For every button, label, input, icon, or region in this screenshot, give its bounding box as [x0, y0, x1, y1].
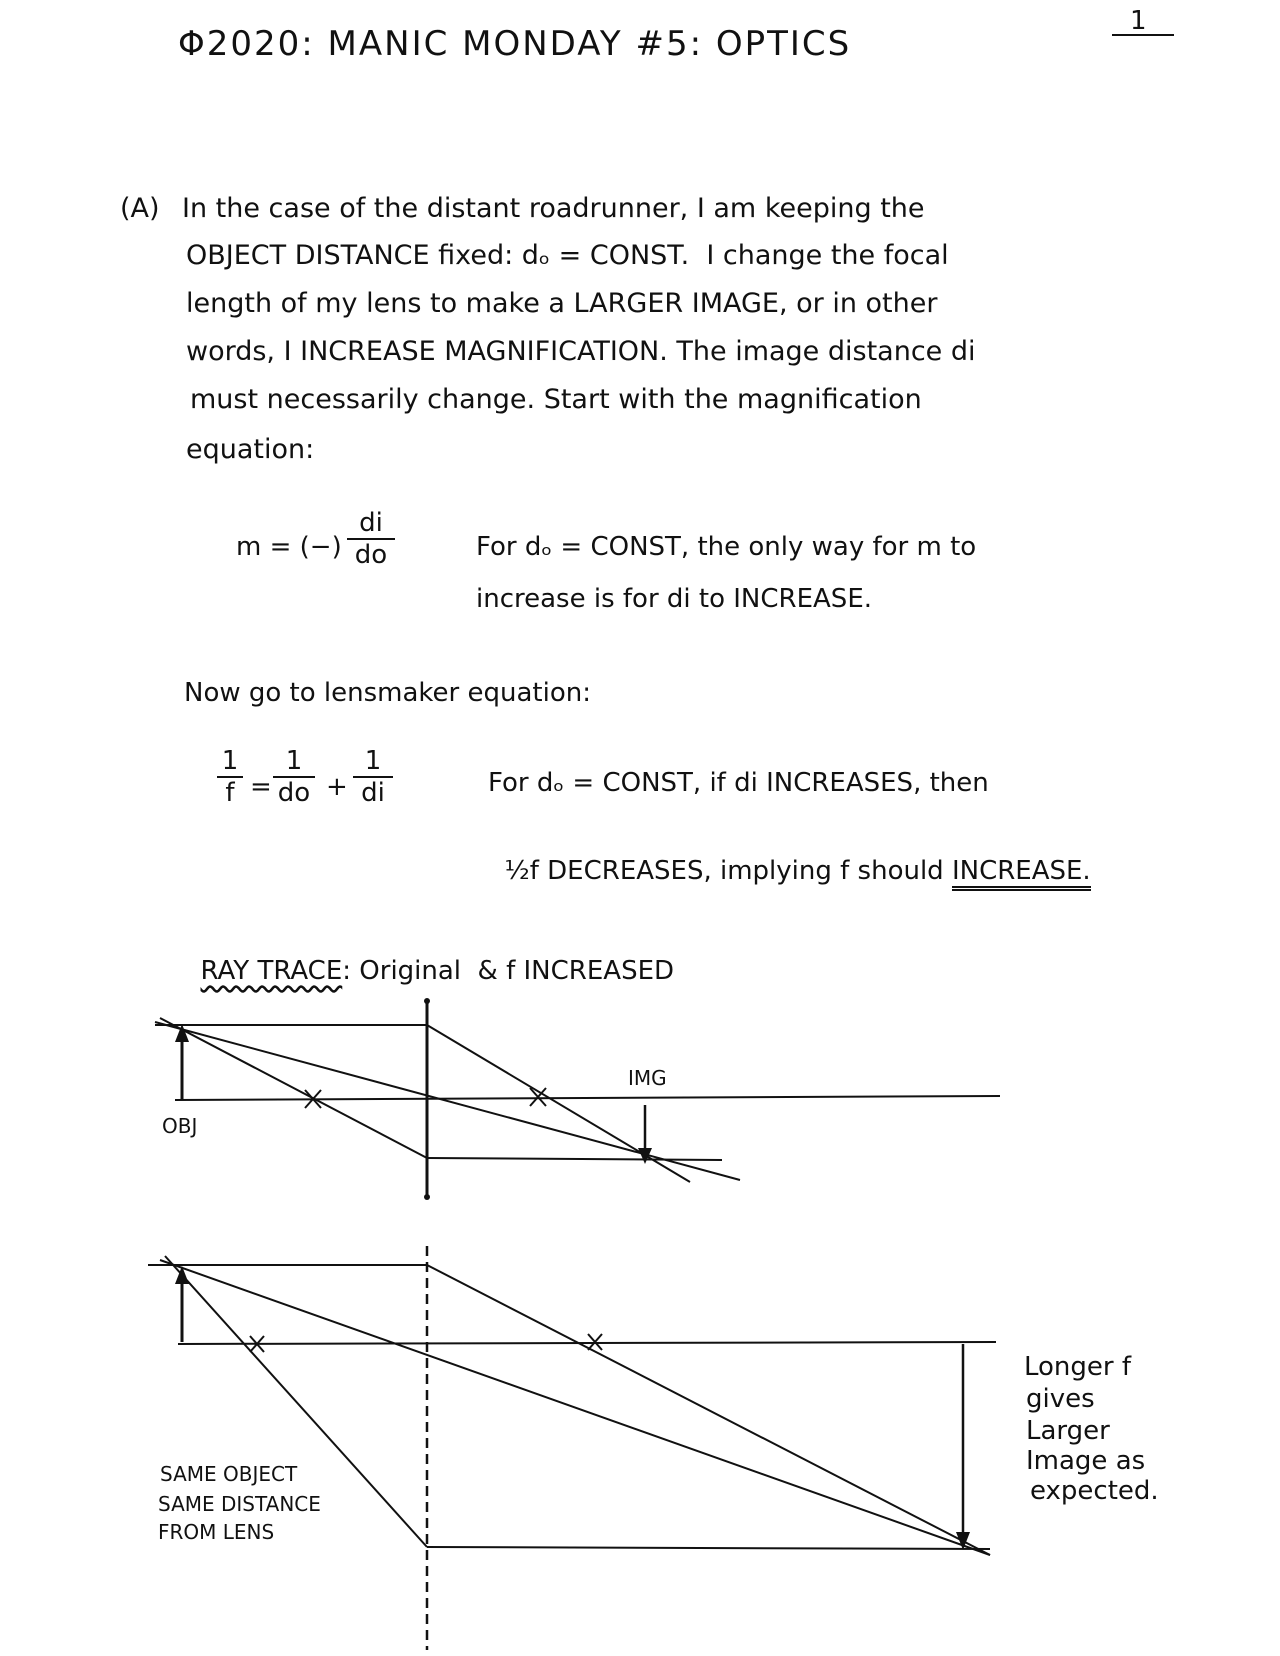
note-line: SAME OBJECT — [160, 1462, 298, 1486]
lensmaker-note-prefix: ½f DECREASES, implying f should — [504, 856, 952, 886]
chief-ray — [155, 1022, 740, 1180]
paragraph-line: must necessarily change. Start with the magnification — [190, 384, 922, 415]
fraction-numerator: 1 — [285, 746, 303, 776]
note-line: gives — [1026, 1384, 1095, 1414]
lensmaker-note-line1: For dₒ = CONST, if di INCREASES, then — [488, 768, 989, 798]
magnification-note-line2: increase is for di to INCREASE. — [476, 584, 873, 614]
fraction-denominator: f — [225, 778, 235, 808]
note-line: SAME DISTANCE — [158, 1492, 321, 1516]
optical-axis — [175, 1096, 1000, 1100]
lens-top-dot — [424, 998, 430, 1004]
focal-ray — [160, 1018, 427, 1158]
note-line: FROM LENS — [158, 1520, 275, 1544]
paragraph-line: words, I INCREASE MAGNIFICATION. The image distance di — [186, 336, 976, 367]
page-number: 1 — [1130, 6, 1147, 36]
lens-bottom-dot — [424, 1194, 430, 1200]
ray-trace-heading-rest: : Original & f INCREASED — [342, 956, 675, 986]
fraction-numerator: 1 — [221, 746, 239, 776]
fraction-numerator: 1 — [364, 746, 382, 776]
note-line: Longer f — [1024, 1352, 1132, 1382]
ray-trace-heading-underlined: RAY TRACE — [200, 956, 343, 986]
plus-sign: + — [326, 772, 348, 802]
exit-parallel-ray — [427, 1158, 722, 1160]
image-label: IMG — [628, 1066, 667, 1090]
magnification-note-line1: For dₒ = CONST, the only way for m to — [476, 532, 977, 562]
note-line: Image as — [1026, 1446, 1146, 1476]
object-label: OBJ — [162, 1114, 198, 1138]
fraction-denominator: do — [277, 778, 311, 808]
optical-axis — [178, 1342, 996, 1344]
refracted-parallel-ray — [427, 1265, 990, 1555]
equals-sign: = — [250, 772, 272, 802]
lensmaker-intro: Now go to lensmaker equation: — [184, 678, 591, 708]
paragraph-line: equation: — [186, 434, 315, 465]
magnification-lhs: m = (−) — [236, 532, 342, 562]
page-title: Φ2020: MANIC MONDAY #5: OPTICS — [178, 24, 852, 64]
increase-emphasis: INCREASE. — [952, 856, 1091, 891]
part-a-label: (A) — [120, 193, 160, 224]
fraction-denominator: do — [354, 540, 388, 570]
fraction-numerator: di — [359, 508, 383, 538]
fraction-denominator: di — [361, 778, 385, 808]
exit-parallel-ray — [427, 1547, 990, 1549]
paragraph-line: OBJECT DISTANCE fixed: dₒ = CONST. I change the focal — [186, 240, 949, 271]
note-line: expected. — [1030, 1476, 1159, 1506]
paragraph-line: length of my lens to make a LARGER IMAGE, or in other — [186, 288, 938, 319]
note-line: Larger — [1026, 1416, 1110, 1446]
paragraph-line: In the case of the distant roadrunner, I am keeping the — [182, 193, 925, 224]
